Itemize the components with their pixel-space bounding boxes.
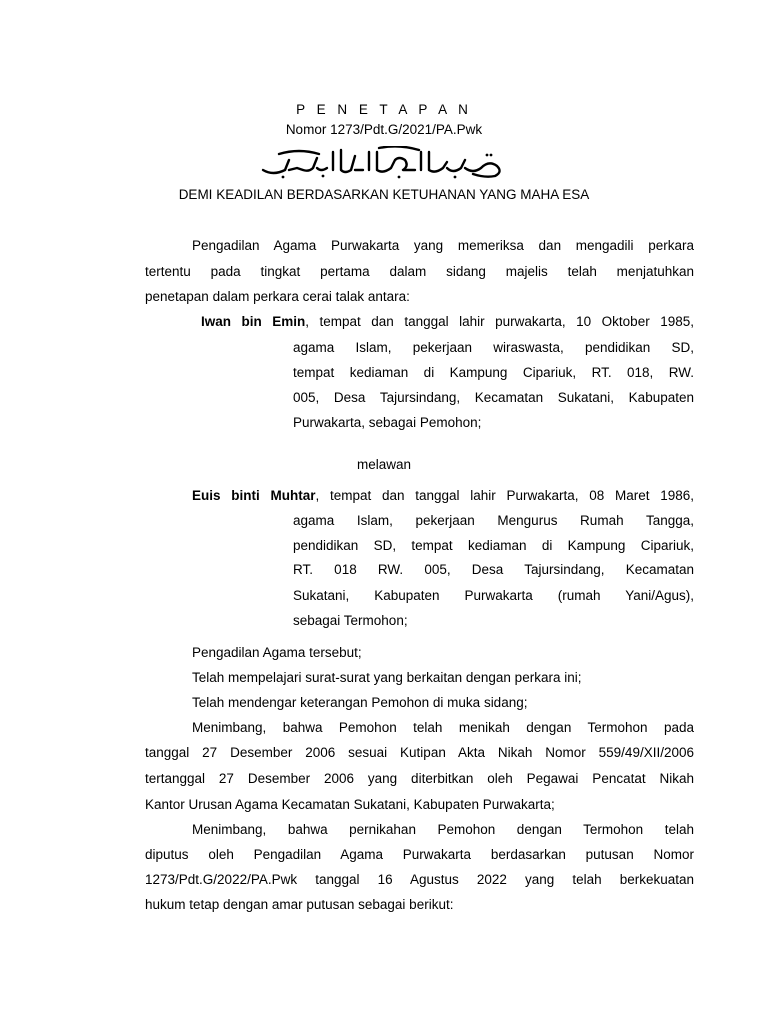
intro-line: Pengadilan Agama Purwakarta yang memeriksa dan mengadili perkara (192, 238, 694, 253)
case-number: Nomor 1273/Pdt.G/2021/PA.Pwk (285, 122, 483, 137)
termohon-line: Sukatani, Kabupaten Purwakarta (rumah Yani/Agus), (293, 588, 694, 603)
statement-line: Pengadilan Agama tersebut; (192, 645, 362, 660)
termohon-line: RT. 018 RW. 005, Desa Tajursindang, Kecamatan (293, 562, 694, 577)
intro-line: penetapan dalam perkara cerai talak antara: (145, 289, 410, 304)
document-title: P E N E T A P A N (296, 102, 472, 117)
basmalah-logo (259, 146, 509, 180)
termohon-name: Euis binti Muhtar (192, 488, 316, 503)
statement-line: Telah mempelajari surat-surat yang berkaitan dengan perkara ini; (192, 670, 582, 685)
menimbang-line: Menimbang, bahwa Pemohon telah menikah dengan Termohon pada (192, 720, 694, 735)
termohon-line: sebagai Termohon; (293, 613, 408, 628)
menimbang-line: diputus oleh Pengadilan Agama Purwakarta berdasarkan putusan Nomor (145, 847, 694, 862)
statement-line: Telah mendengar keterangan Pemohon di muka sidang; (192, 695, 528, 710)
pemohon-line: tempat kediaman di Kampung Cipariuk, RT. 018, RW. (293, 365, 694, 380)
menimbang-line: tertanggal 27 Desember 2006 yang diterbitkan oleh Pegawai Pencatat Nikah (145, 771, 694, 786)
termohon-line: agama Islam, pekerjaan Mengurus Rumah Tangga, (293, 513, 694, 528)
pemohon-line: agama Islam, pekerjaan wiraswasta, pendidikan SD, (293, 340, 694, 355)
basmalah-calligraphy (0, 146, 768, 180)
pemohon-first-rest: , tempat dan tanggal lahir purwakarta, 10 Oktober 1985, (305, 314, 694, 329)
demi-keadilan-heading: DEMI KEADILAN BERDASARKAN KETUHANAN YANG MAHA ESA (178, 187, 590, 202)
pemohon-line: Purwakarta, sebagai Pemohon; (293, 415, 482, 430)
intro-line: tertentu pada tingkat pertama dalam sidang majelis telah menjatuhkan (145, 264, 694, 279)
menimbang-line: hukum tetap dengan amar putusan sebagai berikut: (145, 897, 454, 912)
melawan-label: melawan (356, 457, 412, 472)
pemohon-name: Iwan bin Emin (201, 314, 306, 329)
menimbang-line: 1273/Pdt.G/2022/PA.Pwk tanggal 16 Agustus 2022 yang telah berkekuatan (145, 872, 694, 887)
termohon-line: pendidikan SD, tempat kediaman di Kampung Cipariuk, (293, 538, 694, 553)
menimbang-line: Menimbang, bahwa pernikahan Pemohon dengan Termohon telah (192, 822, 694, 837)
termohon-first-line (192, 487, 694, 505)
pemohon-first-line (201, 313, 694, 331)
menimbang-line: tanggal 27 Desember 2006 sesuai Kutipan Akta Nikah Nomor 559/49/XII/2006 (145, 745, 694, 760)
menimbang-line: Kantor Urusan Agama Kecamatan Sukatani, Kabupaten Purwakarta; (145, 797, 555, 812)
pemohon-line: 005, Desa Tajursindang, Kecamatan Sukatani, Kabupaten (293, 390, 694, 405)
termohon-first-rest: , tempat dan tanggal lahir Purwakarta, 08 Maret 1986, (315, 488, 694, 503)
